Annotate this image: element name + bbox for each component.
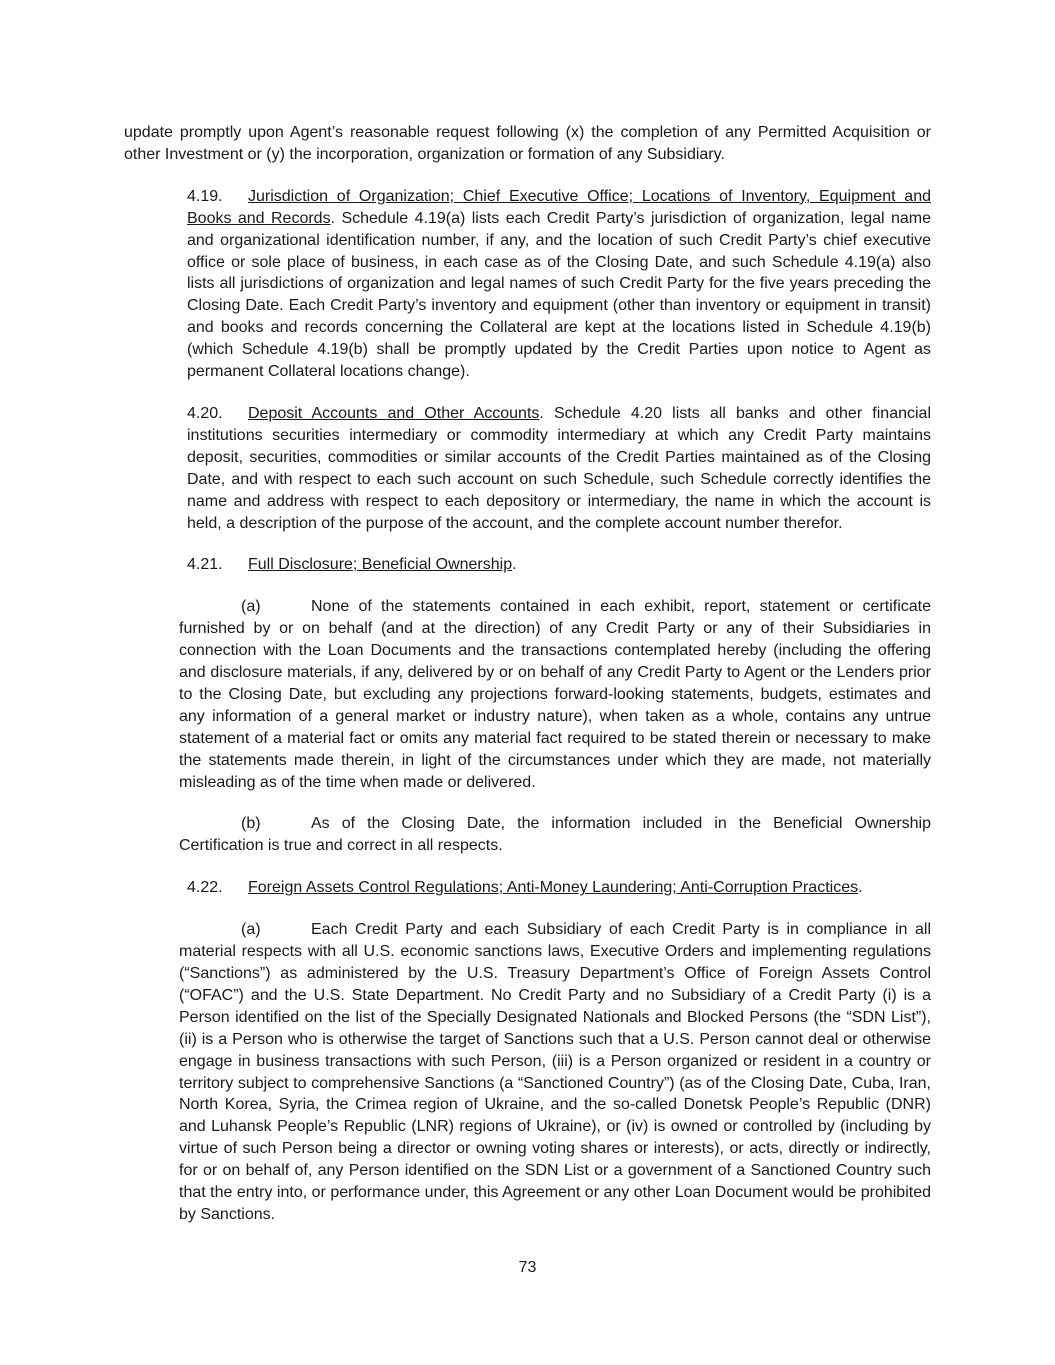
section-4-22-heading <box>124 877 931 899</box>
section-4-20-body: . Schedule 4.20 lists all banks and other financial institutions securities intermediary or commodity intermediary at which any Credit Party maintains deposit, securities, commodities or similar accounts of the Credit Parties maintained as of the Closing Date, and with respect to each such account on such Schedule, such Schedule correctly identifies the name and address with respect to each depository or intermediary, the name in which the account is held, a description of the purpose of the account, and the complete account number therefor. <box>187 404 931 532</box>
section-4-19-number: 4.19. <box>187 187 223 205</box>
section-4-21-a-label: (a) <box>241 598 261 616</box>
section-4-21-number: 4.21. <box>187 556 223 574</box>
intro-continuation-paragraph: update promptly upon Agent’s reasonable request following (x) the completion of any Permitted Acquisition or other Investment or (y) the incorporation, organization or formation of any Subsidiary. <box>124 124 931 163</box>
section-4-21-b-label: (b) <box>241 815 261 833</box>
section-4-22-number: 4.22. <box>187 879 223 897</box>
section-4-20-paragraph <box>124 403 931 534</box>
section-4-22-a-paragraph <box>124 919 931 1226</box>
page-number: 73 <box>518 1259 537 1276</box>
section-4-22-a-text: Each Credit Party and each Subsidiary of each Credit Party is in compliance in all material respects with all U.S. economic sanctions laws, Executive Orders and implementing regulations (“Sanctions”) as administered by the U.S. Treasury Department’s Office of Foreign Assets Control (“OFAC”) and the U.S. State Department. No Credit Party and no Subsidiary of a Credit Party (i) is a Person identified on the list of the Specially Designated Nationals and Blocked Persons (the “SDN List”), (ii) is a Person who is otherwise the target of Sanctions such that a U.S. Person cannot deal or otherwise engage in business transactions with such Person, (iii) is a Person organized or resident in a country or territory subject to comprehensive Sanctions (a “Sanctioned Country”) (as of the Closing Date, Cuba, Iran, North Korea, Syria, the Crimea region of Ukraine, and the so-called Donetsk People’s Republic (DNR) and Luhansk People’s Republic (LNR) regions of Ukraine), or (iv) is owned or controlled by (including by virtue of such Person being a director or owning voting shares or interests), or acts, directly or indirectly, for or on behalf of, any Person identified on the SDN List or a government of a Sanctioned Country such that the entry into, or performance under, this Agreement or any other Loan Document would be prohibited by Sanctions. <box>179 921 931 1223</box>
section-4-19-title: Jurisdiction of Organization; Chief Executive Office; Locations of Inventory, Equipment and Books and Records <box>187 187 931 227</box>
document-page <box>124 122 931 1226</box>
section-4-20-title: Deposit Accounts and Other Accounts <box>248 404 540 422</box>
section-4-19-body: . Schedule 4.19(a) lists each Credit Party’s jurisdiction of organization, legal name and organizational identification number, if any, and the location of such Credit Party’s chief executive office or sole place of business, in each case as of the Closing Date, and such Schedule 4.19(a) also lists all jurisdictions of organization and legal names of such Credit Party for the five years preceding the Closing Date. Each Credit Party’s inventory and equipment (other than inventory or equipment in transit) and books and records concerning the Collateral are kept at the locations listed in Schedule 4.19(b) (which Schedule 4.19(b) shall be promptly updated by the Credit Parties upon notice to Agent as permanent Collateral locations change). <box>187 209 932 381</box>
section-4-21-b-paragraph <box>124 813 931 857</box>
section-4-21-a-paragraph <box>124 596 931 793</box>
section-4-21-title-end: . <box>512 556 517 574</box>
section-4-22-a-label: (a) <box>241 921 261 939</box>
section-4-20-number: 4.20. <box>187 404 223 422</box>
section-4-19-paragraph <box>124 186 931 383</box>
section-4-22-title-end: . <box>858 879 863 897</box>
section-4-21-b-text: As of the Closing Date, the information included in the Beneficial Ownership Certification is true and correct in all respects. <box>179 815 931 855</box>
section-4-22-title: Foreign Assets Control Regulations; Anti-Money Laundering; Anti-Corruption Practices <box>248 879 859 897</box>
section-4-21-a-text: None of the statements contained in each exhibit, report, statement or certificate furnished by or on behalf (and at the direction) of any Credit Party or any of their Subsidiaries in connection with the Loan Documents and the transactions contemplated hereby (including the offering and disclosure materials, if any, delivered by or on behalf of any Credit Party to Agent or the Lenders prior to the Closing Date, but excluding any projections forward-looking statements, budgets, estimates and any information of a general market or industry nature), when taken as a whole, contains any untrue statement of a material fact or omits any material fact required to be stated therein or necessary to make the statements made therein, in light of the circumstances under which they are made, not materially misleading as of the time when made or delivered. <box>179 598 931 791</box>
section-4-21-heading <box>124 554 931 576</box>
section-4-21-title: Full Disclosure; Beneficial Ownership <box>248 556 513 574</box>
